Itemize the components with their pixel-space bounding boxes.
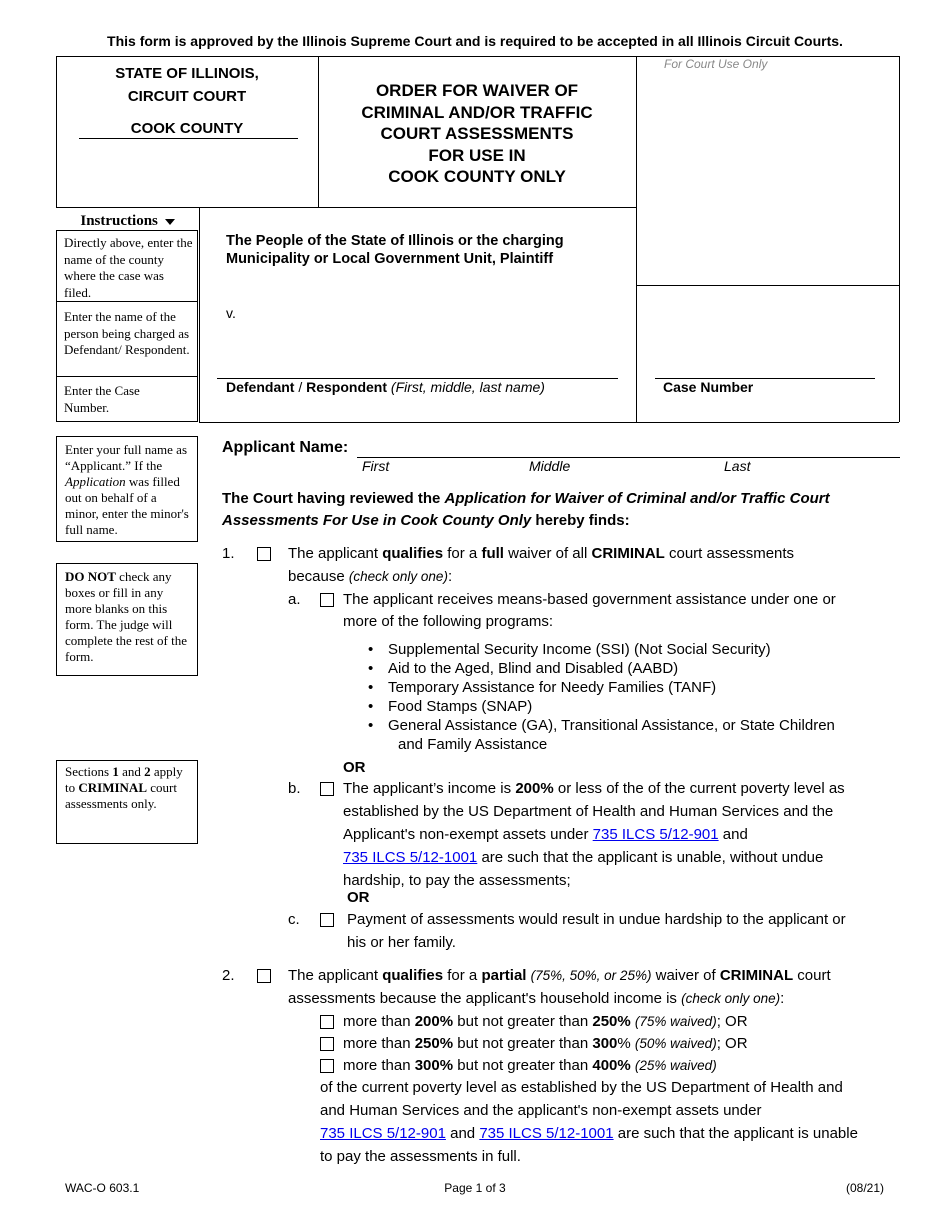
opt-text: but not greater than	[453, 1013, 593, 1030]
opt-text: more than	[343, 1013, 415, 1030]
partial-50-checkbox[interactable]	[320, 1037, 334, 1051]
plaintiff-caption: The People of the State of Illinois or the charging Municipality or Local Government Unit, Plaintiff	[226, 233, 564, 267]
opt-bold: 200%	[414, 1013, 454, 1030]
title-line: CRIMINAL AND/OR TRAFFIC	[361, 102, 593, 122]
instruction-item: Directly above, enter the name of the county where the case was filed.	[64, 235, 193, 300]
s1-text: because	[288, 568, 349, 585]
bullet-icon: •	[368, 679, 374, 696]
partial-75-checkbox[interactable]	[320, 1015, 334, 1029]
section2-checkbox[interactable]	[257, 969, 271, 983]
sections-note-bold: CRIMINAL	[78, 780, 147, 795]
statute-link[interactable]: 735 ILCS 5/12-1001	[479, 1125, 614, 1142]
option-a-line1: The applicant receives means-based government assistance under one or	[343, 591, 836, 608]
s2-text: are such that the applicant is unable	[613, 1125, 858, 1142]
section2-number: 2.	[222, 967, 235, 984]
sections-note-bold: 1	[112, 764, 119, 779]
applicant-name-label: Applicant Name:	[222, 439, 349, 456]
s1-text: :	[447, 568, 453, 585]
county-name: COOK COUNTY	[130, 120, 244, 137]
or-separator: OR	[347, 889, 370, 906]
sections-note-text: court assessments only.	[65, 780, 177, 811]
b-bold: 200%	[515, 780, 554, 797]
s2-text: court	[793, 967, 831, 984]
b-text: and	[718, 826, 748, 843]
title-line: FOR USE IN	[428, 145, 526, 165]
option-a-checkbox[interactable]	[320, 593, 334, 607]
instr-divider	[56, 301, 197, 302]
statute-link[interactable]: 735 ILCS 5/12-901	[320, 1125, 446, 1142]
opt-hint: (25% waived)	[634, 1058, 717, 1073]
instr-left-border	[56, 230, 57, 422]
statute-link[interactable]: 735 ILCS 5/12-901	[592, 826, 719, 843]
s1-hint: (check only one)	[348, 569, 448, 584]
page-number: Page 1 of 3	[444, 1181, 506, 1195]
s1-text: The applicant	[288, 545, 383, 562]
revision-date: (08/21)	[846, 1181, 885, 1195]
header-divider-2	[636, 56, 637, 422]
top-notice: This form is approved by the Illinois Supreme Court and is required to be accepted in all Illinois Circuit Courts.	[107, 33, 843, 49]
s1-bold: CRIMINAL	[591, 545, 665, 562]
option-b-line3	[343, 824, 748, 846]
program-name: General Assistance (GA), Transitional Assistance, or State Children	[388, 717, 835, 734]
or-separator: OR	[343, 759, 366, 776]
list-item	[370, 678, 835, 697]
s1-text: waiver of all	[503, 545, 592, 562]
section2-para-line: to pay the assessments in full.	[320, 1148, 521, 1165]
opt-text: %	[617, 1035, 631, 1052]
court-use-label: For Court Use Only	[664, 57, 768, 71]
list-item	[370, 640, 835, 659]
b-text: Applicant's non-exempt assets under	[343, 826, 593, 843]
versus-label: v.	[226, 305, 236, 321]
list-item	[370, 659, 835, 678]
s2-hint: (check only one)	[681, 991, 781, 1006]
applicant-note	[56, 436, 198, 542]
circuit-court-line: CIRCUIT COURT	[127, 88, 247, 105]
option-c-letter: c.	[288, 911, 300, 928]
case-number-label: Case Number	[663, 379, 754, 395]
section2-para-line: of the current poverty level as established by the US Department of Health and	[320, 1079, 843, 1096]
partial-option	[343, 1055, 717, 1077]
instruction-item: Enter the name of the person being charged as Defendant/ Respondent.	[64, 309, 190, 357]
findings-application-title: Application for Waiver of Criminal and/or Traffic Court Assessments For Use in Cook County Only	[222, 490, 830, 529]
s2-text: and	[445, 1125, 480, 1142]
instructions-heading	[56, 213, 199, 230]
sections-note	[56, 760, 198, 844]
findings-intro	[222, 488, 882, 532]
sections-note-text: and	[118, 764, 145, 779]
option-b-letter: b.	[288, 780, 301, 797]
court-header	[56, 62, 318, 108]
opt-text: more than	[343, 1035, 415, 1052]
b-text: The applicant’s income is	[343, 780, 516, 797]
s2-text: for a	[443, 967, 482, 984]
header-right-border	[899, 56, 900, 422]
opt-bold: 250%	[414, 1035, 454, 1052]
bullet-icon: •	[368, 660, 374, 677]
court-use-bottom-border	[636, 285, 899, 286]
opt-bold: 300%	[414, 1057, 454, 1074]
section2-para-line: and Human Services and the applicant's non-exempt assets under	[320, 1102, 762, 1119]
option-c-line2: his or her family.	[347, 934, 456, 951]
program-name: Food Stamps (SNAP)	[388, 698, 533, 715]
state-line: STATE OF ILLINOIS,	[115, 65, 259, 82]
option-b-line5: hardship, to pay the assessments;	[343, 872, 571, 889]
s2-text: waiver of	[651, 967, 720, 984]
option-a-letter: a.	[288, 591, 301, 608]
sections-note-text: Sections	[65, 764, 113, 779]
title-line: COURT ASSESSMENTS	[380, 124, 574, 143]
bullet-icon: •	[368, 641, 374, 658]
programs-list	[370, 640, 835, 754]
opt-bold: 400%	[592, 1057, 631, 1074]
title-line: COOK COUNTY ONLY	[388, 167, 566, 186]
donot-note	[56, 563, 198, 676]
instructions-heading-text: Instructions	[80, 213, 158, 229]
partial-25-checkbox[interactable]	[320, 1059, 334, 1073]
opt-hint: (75% waived)	[634, 1014, 717, 1029]
findings-text: hereby finds:	[531, 512, 630, 529]
donot-text: check any boxes or fill in any more blanks on this form. The judge will complete the rest of the form.	[65, 569, 188, 664]
county-underline	[79, 138, 298, 139]
opt-text: more than	[343, 1057, 415, 1074]
s2-hint: (75%, 50%, or 25%)	[530, 968, 652, 983]
s2-text: The applicant	[288, 967, 383, 984]
applicant-note-text: was filled out on behalf of a minor, enter the minor's full name.	[65, 474, 189, 537]
option-c-checkbox[interactable]	[320, 913, 334, 927]
section2-line2	[288, 988, 784, 1010]
s2-bold: qualifies	[382, 967, 444, 984]
s1-bold: full	[481, 545, 504, 562]
instr-bottom-border	[56, 421, 197, 422]
s1-text: court assessments	[664, 545, 795, 562]
option-b-line2: established by the US Department of Health and Human Services and the	[343, 803, 834, 820]
option-b-line1	[343, 778, 845, 800]
b-text: are such that the applicant is unable, without undue	[477, 849, 824, 866]
section1-line2	[288, 566, 452, 588]
sections-note-text: apply to	[65, 764, 183, 795]
option-b-checkbox[interactable]	[320, 782, 334, 796]
header-bottom-border	[56, 207, 636, 208]
s2-bold: CRIMINAL	[719, 967, 794, 984]
option-b-line4	[343, 847, 823, 869]
first-name-hint: First	[362, 458, 390, 474]
opt-bold: 250%	[592, 1013, 631, 1030]
caption-bottom-border	[199, 422, 899, 423]
applicant-note-italic: Application	[65, 474, 126, 489]
s2-text: assessments because the applicant's household income is	[288, 990, 682, 1007]
section2-para-line	[320, 1123, 858, 1145]
list-item	[370, 735, 835, 754]
section1-checkbox[interactable]	[257, 547, 271, 561]
instr-top-border	[56, 230, 197, 231]
caption-left-border	[199, 207, 200, 422]
last-name-hint: Last	[724, 458, 751, 474]
opt-text: ; OR	[716, 1035, 748, 1052]
bullet-icon: •	[368, 698, 374, 715]
option-c-line1: Payment of assessments would result in undue hardship to the applicant or	[347, 911, 846, 928]
list-item	[370, 716, 835, 735]
defendant-label	[226, 379, 545, 395]
header-top-border	[56, 56, 900, 57]
program-name: Supplemental Security Income (SSI) (Not Social Security)	[388, 641, 771, 658]
triangle-down-icon	[165, 219, 175, 225]
middle-name-hint: Middle	[529, 458, 571, 474]
partial-option	[343, 1011, 748, 1033]
section2-line1	[288, 965, 831, 987]
form-title	[318, 80, 636, 188]
defendant-hint: (First, middle, last name)	[390, 379, 545, 395]
statute-link[interactable]: 735 ILCS 5/12-1001	[343, 849, 478, 866]
s1-bold: qualifies	[382, 545, 444, 562]
program-name: Temporary Assistance for Needy Families (TANF)	[388, 679, 717, 696]
s2-bold: partial	[481, 967, 527, 984]
partial-option	[343, 1033, 748, 1055]
instruction-item: Enter the Case Number.	[64, 383, 140, 415]
applicant-note-text: Enter your full name as “Applicant.” If the	[65, 442, 188, 473]
title-line: ORDER FOR WAIVER OF	[375, 81, 579, 100]
s2-text: :	[780, 990, 785, 1007]
defendant-word: Defendant	[226, 379, 295, 395]
program-name: Aid to the Aged, Blind and Disabled (AABD)	[388, 660, 679, 677]
bullet-icon: •	[368, 717, 374, 734]
s1-text: for a	[443, 545, 482, 562]
list-item	[370, 697, 835, 716]
opt-text: but not greater than	[453, 1057, 593, 1074]
section1-number: 1.	[222, 545, 235, 562]
section1-line1	[288, 543, 794, 565]
opt-text: but not greater than	[453, 1035, 593, 1052]
instr-divider	[56, 376, 197, 377]
opt-text: ; OR	[716, 1013, 748, 1030]
form-id: WAC-O 603.1	[65, 1181, 140, 1195]
donot-bold: DO NOT	[65, 569, 116, 584]
b-text: or less of the of the current poverty level as	[553, 780, 845, 797]
respondent-word: Respondent	[306, 379, 388, 395]
instr-right-border	[197, 230, 198, 422]
program-name: and Family Assistance	[398, 736, 548, 753]
sections-note-bold: 2	[144, 764, 151, 779]
opt-hint: (50% waived)	[634, 1036, 717, 1051]
opt-bold: 300	[592, 1035, 618, 1052]
findings-text: The Court having reviewed the	[222, 490, 445, 507]
applicant-name-line[interactable]	[357, 457, 900, 458]
option-a-line2: more of the following programs:	[343, 613, 554, 630]
defendant-separator: /	[294, 379, 307, 395]
